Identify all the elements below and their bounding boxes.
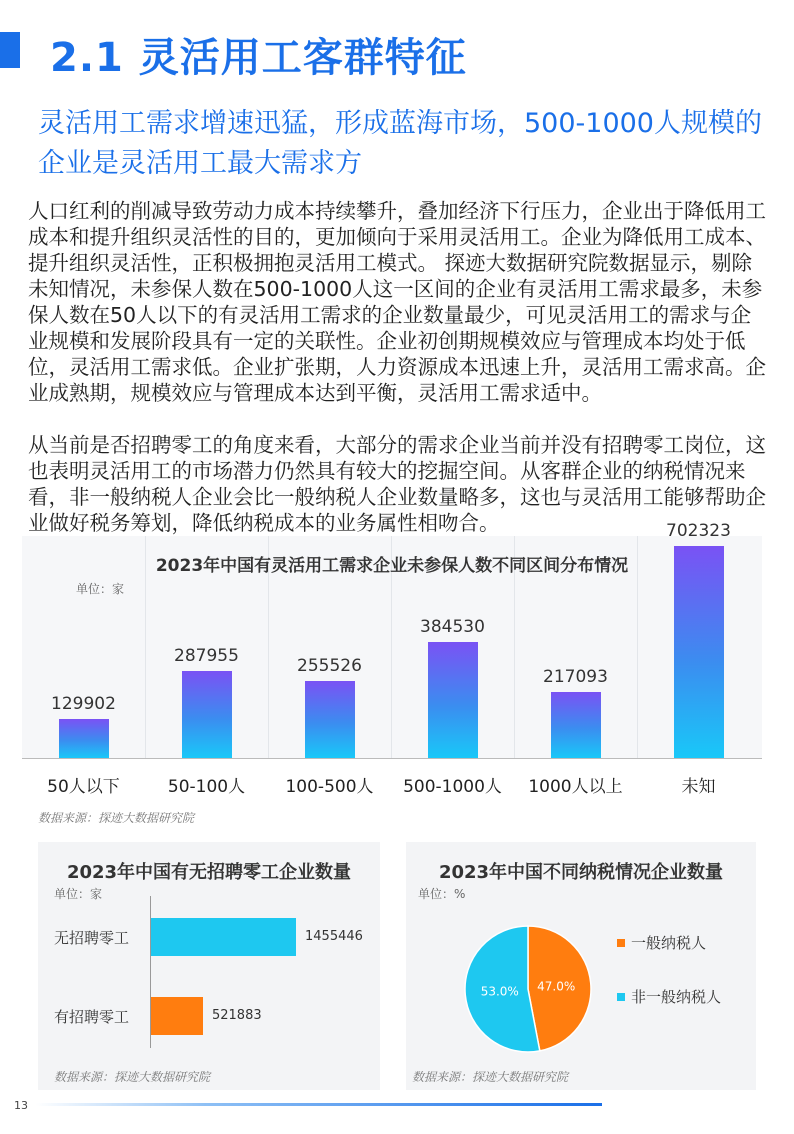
paragraph-1: 人口红利的削减导致劳动力成本持续攀升，叠加经济下行压力，企业出于降低用工成本和提升组织灵活性的目的，更加倾向于采用灵活用工。企业为降低用工成本、提升组织灵活性，正积极拥抱灵活用工模式。 探迹大数据研究院数据显示，剔除未知情况，未参保人数在500-1000人这一区间的企业有灵活用工需求最多，未参保人数在50人以下的有灵活用工需求的企业数量最少，可见灵活用工的需求与企业规模和发展阶段具有一定的关联性。企业初创期规模效应与管理成本均处于低位，灵活用工需求低。企业扩张期，人力资源成本迅速上升，灵活用工需求高。企业成熟期，规模效应与管理成本达到平衡，灵活用工需求适中。: [28, 199, 766, 405]
category-label: 未知: [681, 777, 716, 797]
bar-500-1000人: [428, 642, 478, 758]
bar-value-label: 255526: [297, 655, 362, 676]
recruitment-panel: [38, 842, 380, 1090]
panel-title: 2023年中国不同纳税情况企业数量: [438, 862, 724, 883]
hbar-value-label: 521883: [211, 1008, 262, 1023]
legend-item: [617, 932, 706, 953]
bar-value-label: 384530: [420, 616, 485, 637]
bar-未知: [674, 546, 724, 758]
bar-value-label: 217093: [543, 667, 608, 688]
pie-slice-label: 47.0%: [537, 979, 576, 994]
legend-swatch: [617, 993, 625, 1001]
page-number: 13: [14, 1099, 28, 1112]
panel-unit: 单位：家: [54, 887, 103, 901]
chart-source: 数据来源：探迹大数据研究院: [38, 811, 195, 825]
legend-label: 非一般纳税人: [631, 988, 722, 1006]
bar-100-500人: [305, 681, 355, 758]
chart-baseline: [22, 758, 762, 759]
hbar-category-label: 有招聘零工: [54, 1008, 130, 1026]
category-label: 50人以下: [47, 777, 120, 797]
legend-swatch: [617, 939, 625, 947]
panel-title: 2023年中国有无招聘零工企业数量: [66, 862, 352, 883]
panel-source: 数据来源：探迹大数据研究院: [54, 1070, 211, 1084]
legend-label: 一般纳税人: [631, 934, 707, 952]
pie-slice-label: 53.0%: [480, 984, 519, 999]
chart-title: 2023年中国有灵活用工需求企业未参保人数不同区间分布情况: [155, 556, 629, 576]
bar-50-100人: [182, 671, 232, 758]
page-title: 2.1 灵活用工客群特征: [50, 35, 467, 81]
panel-unit: 单位：%: [418, 887, 466, 901]
category-label: 100-500人: [285, 777, 374, 797]
panel-source: 数据来源：探迹大数据研究院: [412, 1070, 569, 1084]
title-accent-bar: [0, 32, 20, 68]
hbar-category-label: 无招聘零工: [54, 929, 130, 947]
footer-divider: [36, 1103, 602, 1106]
section-subtitle: 灵活用工需求增速迅猛，形成蓝海市场，500-1000人规模的企业是灵活用工最大需求方: [38, 108, 762, 179]
bar-value-label: 287955: [174, 646, 239, 667]
paragraph-2: 从当前是否招聘零工的角度来看，大部分的需求企业当前并没有招聘零工岗位，这也表明灵活用工的市场潜力仍然具有较大的挖掘空间。从客群企业的纳税情况来看，非一般纳税人企业会比一般纳税人企业数量略多，这也与灵活用工能够帮助企业做好税务筹划，降低纳税成本的业务属性相吻合。: [28, 433, 766, 535]
uninsured-distribution-chart: [22, 521, 762, 804]
tax-status-pie: [463, 924, 593, 1054]
category-label: 50-100人: [167, 777, 246, 797]
chart-unit: 单位：家: [76, 582, 125, 596]
bar-1000人以上: [551, 692, 601, 758]
hbar-value-label: 1455446: [305, 929, 363, 944]
bar-value-label: 702323: [666, 521, 731, 541]
bar-value-label: 129902: [51, 693, 116, 714]
legend-item: [617, 986, 721, 1007]
category-label: 1000人以上: [528, 777, 623, 797]
category-label: 500-1000人: [403, 777, 502, 797]
bar-50人以下: [59, 719, 109, 758]
